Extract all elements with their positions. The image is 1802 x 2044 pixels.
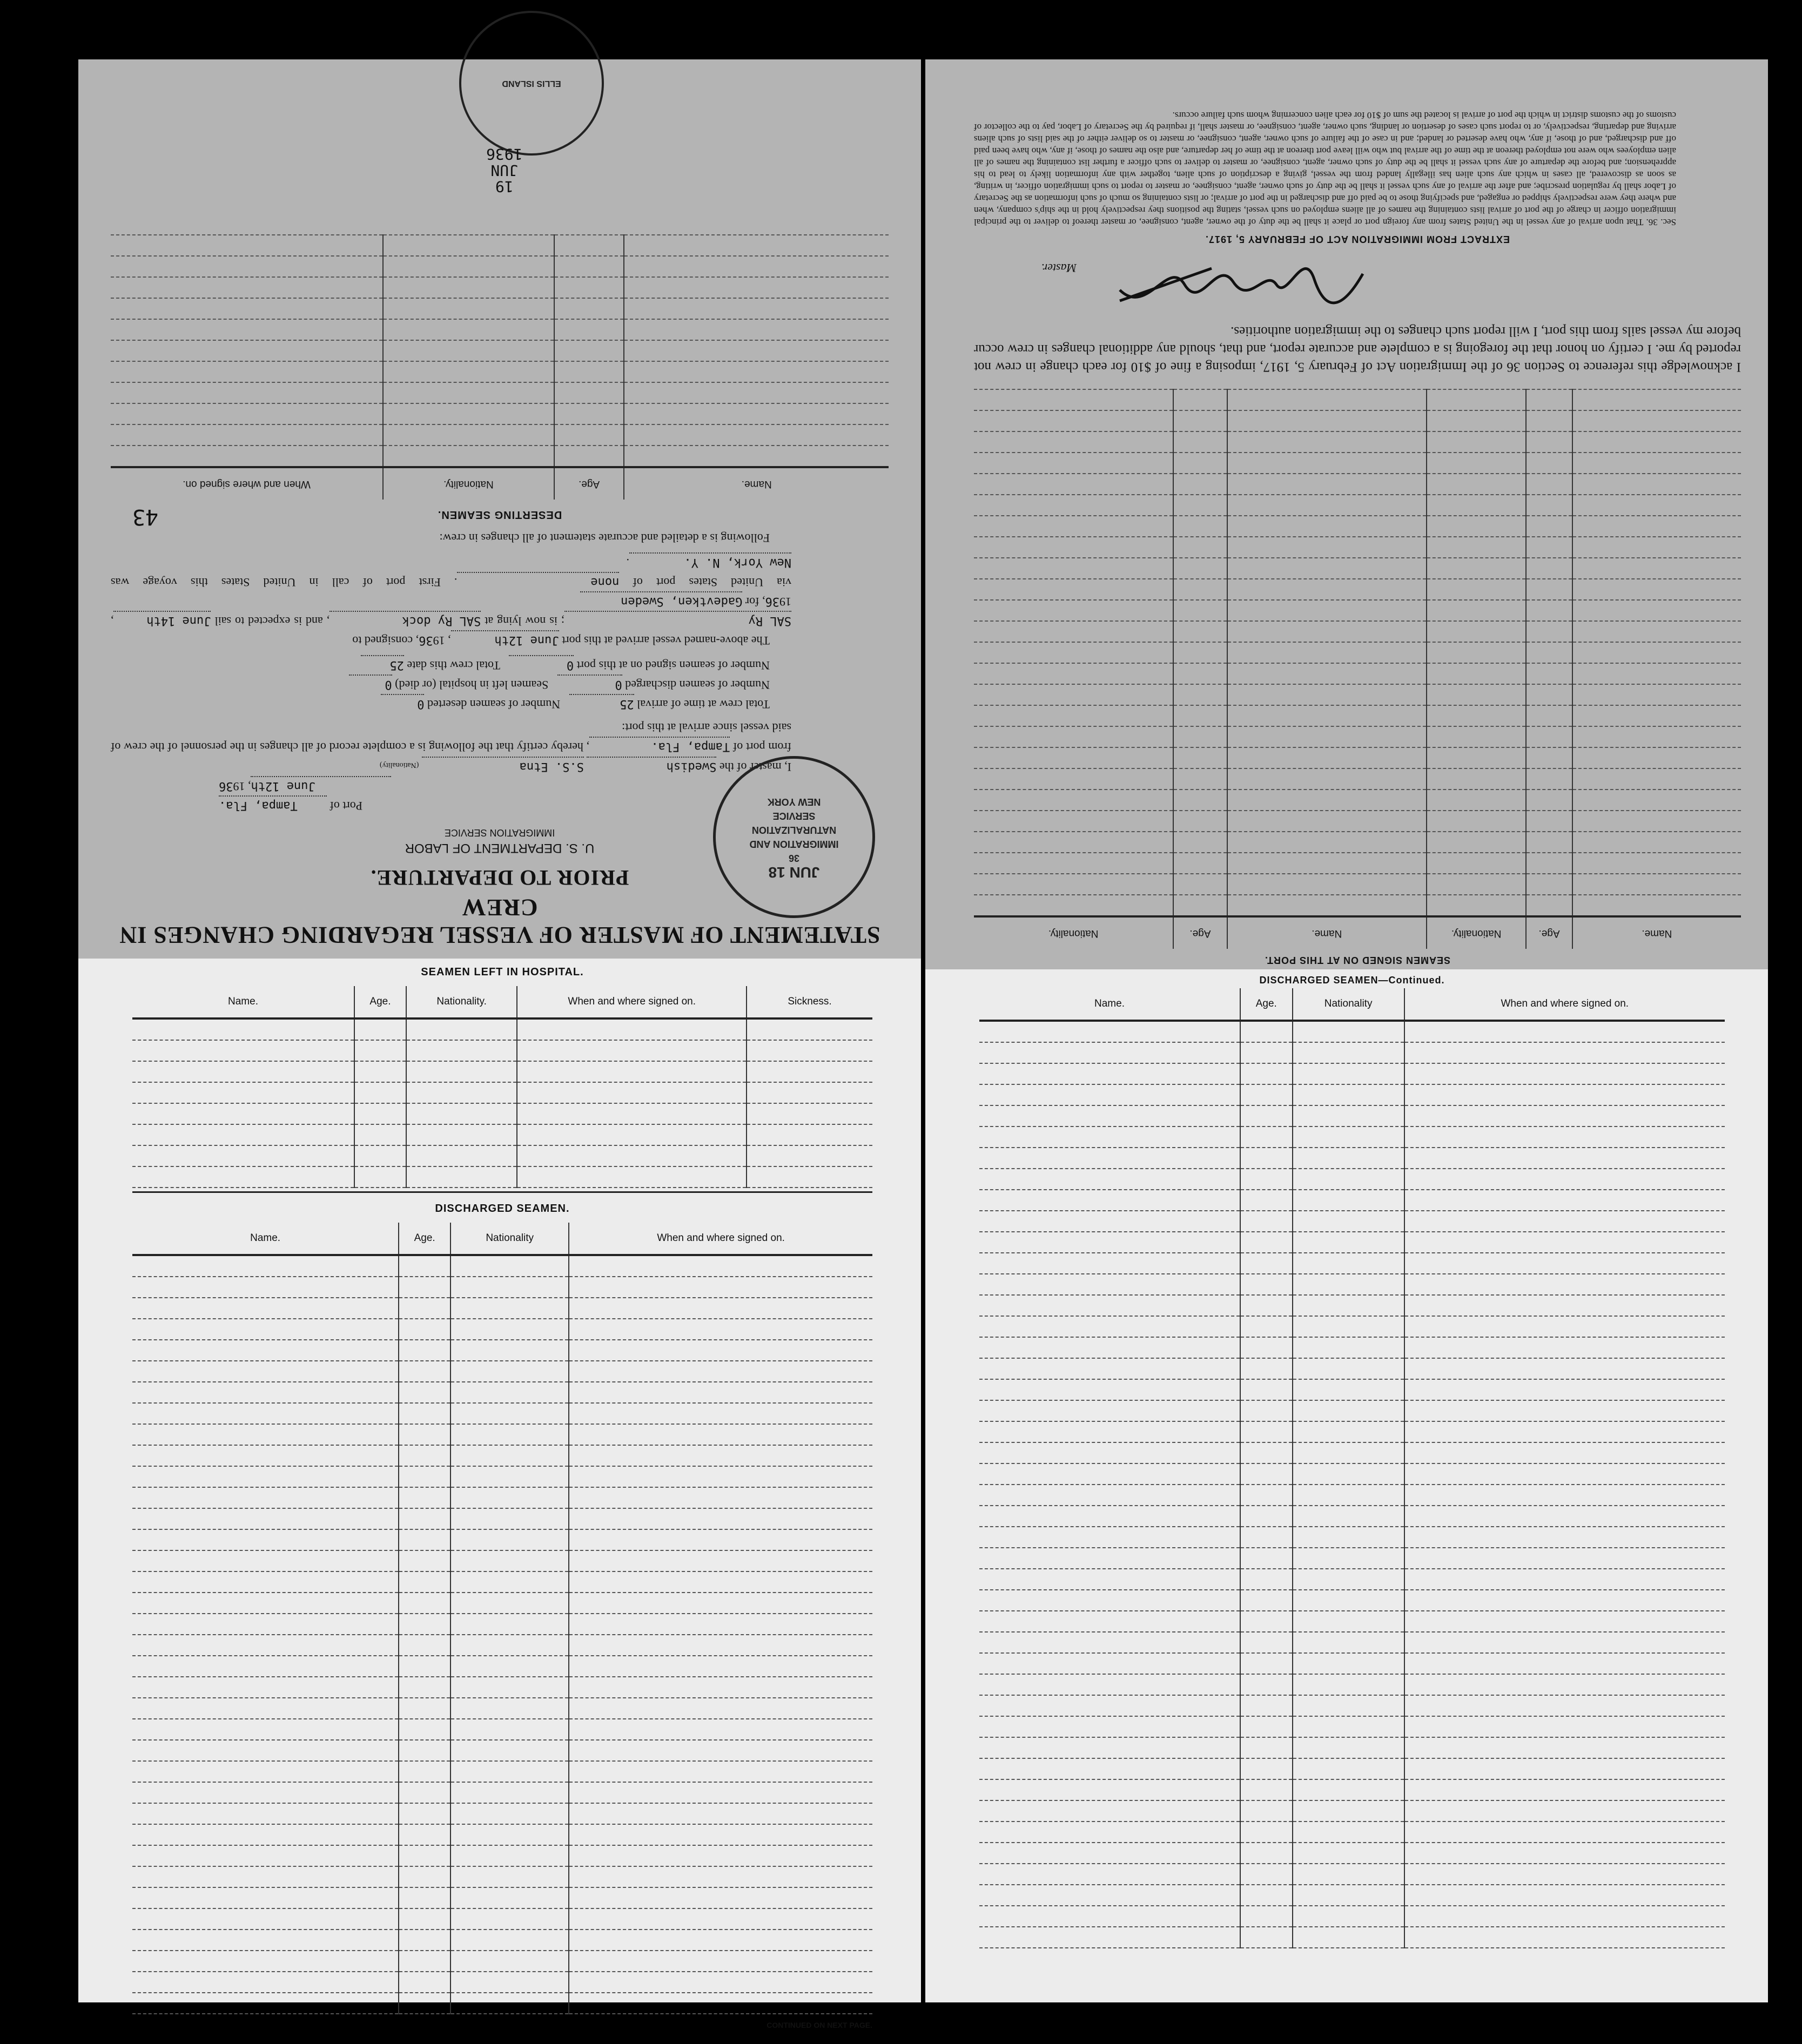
- table-row: [979, 1253, 1725, 1274]
- table-row: [132, 1255, 872, 1277]
- master-label: Master.: [1041, 261, 1077, 275]
- table-row: [979, 1590, 1725, 1611]
- column-header: Name.: [1572, 916, 1741, 949]
- top-left-rotated-content: STATEMENT OF MASTER OF VESSEL REGARDING CHANGES IN CREW PRIOR TO DEPARTURE. U. S. DEPARTMENT OF LABOR IMMIGRATION SERVICE Port of Tampa, Fla. June 12th, 1936 I, master of the Swedish S.S. Etna (Nationality) from port of Tampa, Fla., hereby certify that the following is a complete record of all changes in the personnel of the crew of said vessel since arrival at this port: Total crew at time of arrival 25 Number of seamen deserted 0 Number of seamen discharged 0 Seamen left in hospital (or died) 0 Number of seamen signed on at this port 0 Total crew this date 25 The above-named vessel arrived at this port June 12th, 1936, consigned to SAL Ry; is now lying at SAL Ry dock, and is expected to sail June 14th, 1936, for Gadevtken, Sweden via United States port of none. First port of call in United States this voyage was New York, N. Y.. Following is a detailed and accurate statement of all changes in crew: DESERTING SEAMEN. 43 Name. Age. Nationality. When and where signed on.: [78, 59, 921, 959]
- table-row: [974, 684, 1741, 705]
- table-row: [974, 495, 1741, 516]
- discharged-table: [132, 1223, 872, 2014]
- deserted-value: 0: [381, 694, 424, 713]
- table-row: [132, 1319, 872, 1340]
- table-row: [974, 389, 1741, 410]
- table-row: [974, 853, 1741, 874]
- table-row: [979, 1674, 1725, 1695]
- table-row: [132, 1930, 872, 1951]
- arrived-year-prefix: 19: [433, 634, 445, 647]
- table-row: [979, 1126, 1725, 1148]
- acknowledgement-text: I acknowledge this reference to Section 36 of the Immigration Act of February 5, 1917, imposing a fine of $10 for each change in crew not reported by me. I certify on honor that the foregoing is a complete and accurate report, and that, should any additional changes in crew occur before my vessel sails from this port, I will report such changes to the immigration authorities.: [974, 324, 1741, 374]
- table-row: [979, 1527, 1725, 1548]
- extract-head: EXTRACT FROM IMMIGRATION ACT OF FEBRUARY 5, 1917.: [1205, 234, 1510, 245]
- arrival-stamp-year: 36: [789, 853, 800, 864]
- first-port-value: New York, N. Y.: [629, 552, 791, 571]
- column-header: When and where signed on.: [111, 467, 383, 500]
- table-row: [979, 1695, 1725, 1716]
- arrived-year: 36: [419, 633, 433, 647]
- table-row: [974, 811, 1741, 832]
- column-header: Name.: [132, 986, 354, 1018]
- arrival-stamp-line3: SERVICE: [772, 811, 816, 821]
- table-row: [979, 1716, 1725, 1737]
- table-row: [111, 403, 889, 424]
- ellis-stamp-month: JUN: [490, 161, 519, 179]
- deserted-label: Number of seamen deserted: [427, 698, 561, 711]
- sail-year-prefix: 19: [779, 595, 791, 609]
- column-header: When and where signed on.: [517, 986, 747, 1018]
- table-row: [132, 1040, 872, 1061]
- table-row: [979, 1653, 1725, 1674]
- table-row: [974, 768, 1741, 790]
- table-row: [979, 1800, 1725, 1822]
- seamen-left-in-hospital-head: SEAMEN LEFT IN HOSPITAL.: [421, 966, 584, 978]
- discharged-continued-table: [979, 988, 1725, 1948]
- arrived-text: The above-named vessel arrived at this port: [562, 634, 770, 647]
- signed-on-head: SEAMEN SIGNED ON AT THIS PORT.: [1264, 955, 1451, 966]
- deserting-seamen-table: [111, 234, 889, 500]
- destination-value: Gadevtken, Sweden: [580, 591, 742, 610]
- table-row: [979, 1021, 1725, 1042]
- top-left-sheet: [78, 59, 921, 959]
- table-row: [979, 1148, 1725, 1169]
- column-header: Name.: [132, 1223, 399, 1255]
- statement-title: STATEMENT OF MASTER OF VESSEL REGARDING CHANGES IN CREW: [119, 894, 880, 948]
- from-port-value: Tampa, Fla.: [589, 737, 730, 755]
- table-row: [111, 382, 889, 403]
- top-right-rotated-content: [925, 59, 1768, 971]
- table-row: [974, 663, 1741, 684]
- arrival-stamp-month: JUN 18: [768, 864, 820, 881]
- table-row: [111, 256, 889, 277]
- table-row: [974, 726, 1741, 747]
- table-row: [979, 1927, 1725, 1948]
- hospital-value: 0: [349, 674, 392, 693]
- column-header: Name.: [979, 988, 1240, 1021]
- table-row: [979, 1737, 1725, 1758]
- discharged-label: Number of seamen discharged: [625, 678, 770, 692]
- table-row: [132, 1887, 872, 1908]
- table-row: [132, 1082, 872, 1103]
- ellis-stamp-year: 1936: [486, 145, 523, 163]
- table-row: [979, 1885, 1725, 1906]
- section-36-text: Sec. 36. That upon arrival of any vessel in the United States from any foreign port or place it shall be the duty of the owner, agent, consignee, or master thereof to deliver to the principal immigration officer in charge of the port of arrival lists containing the names of all aliens employed on such vessel, stating the positions they respectively hold in the ship's company, when and where they were respectively shipped or engaged, and specifying those to be paid off and discharged in the port of arrival; or lists containing so much of such information as the Secretary of Labor shall by regulation prescribe; and after the arrival of any such vessel it shall be the duty of such owner, agent, consignee, or master to report to such immigration officer, in writing, as soon as discovered, all cases in which any such alien has illegally landed from the vessel, giving a description of such alien, together with any information likely to lead to his apprehension; and before the departure of any such vessel it shall be the duty of such owner, agent, consignee, or master to deliver to such officer a further list containing the names of all alien employees who were not employed thereon at the time of the arrival but who will leave port thereon at the time of her departure, and also the names of those, if any, who have been paid off and discharged, and of those, if any, who have deserted or landed; and in case of the failure of such owner, agent, consignee, or master to so deliver either of the said lists of such aliens arriving and departing, respectively, or to report such cases of desertion or landing, such owner, agent, consignee, or master shall, if required by the Secretary of Labor, pay to the collector of customs of the customs district in which the port of arrival is located the sum of $10 for each alien concerning whom such failure occurs.: [974, 110, 1676, 227]
- port-prefix: Port of: [330, 799, 362, 813]
- table-row: [979, 1169, 1725, 1190]
- table-row: [132, 1298, 872, 1319]
- vessel-name: S.S. Etna: [422, 757, 584, 775]
- table-row: [132, 1719, 872, 1740]
- table-row: [111, 340, 889, 361]
- column-header: Nationality: [450, 1223, 569, 1255]
- table-row: [979, 1421, 1725, 1442]
- table-row: [974, 474, 1741, 495]
- from-port-prefix: from port of: [732, 740, 791, 754]
- nationality-caption: (Nationality): [380, 761, 419, 769]
- department-label: U. S. DEPARTMENT OF LABOR: [405, 841, 595, 855]
- table-row: [974, 790, 1741, 811]
- crew-arrival-label: Total crew at time of arrival: [637, 698, 770, 711]
- table-row: [132, 1635, 872, 1656]
- table-row: [979, 1084, 1725, 1105]
- port-value: Tampa, Fla.: [219, 795, 327, 814]
- table-row: [132, 1145, 872, 1166]
- lying-text: is now lying at: [485, 615, 557, 628]
- statement-year: 36: [219, 779, 233, 793]
- table-row: [974, 705, 1741, 726]
- sail-date: June 14th: [113, 611, 211, 630]
- table-row: [132, 1340, 872, 1361]
- table-row: [111, 277, 889, 298]
- table-row: [979, 1632, 1725, 1653]
- column-header: Name.: [1227, 916, 1427, 949]
- table-row: [979, 1611, 1725, 1632]
- table-row: [111, 298, 889, 319]
- column-header: Age.: [1526, 916, 1572, 949]
- signed-on-label: Number of seamen signed on at this port: [576, 659, 770, 672]
- discharged-value: 0: [557, 674, 622, 693]
- crew-arrival-value: 25: [569, 694, 634, 713]
- table-row: [979, 1379, 1725, 1400]
- table-row: [111, 446, 889, 467]
- continued-footer: CONTINUED ON NEXT PAGE.: [766, 2021, 872, 2029]
- table-row: [979, 1105, 1725, 1126]
- table-row: [979, 1295, 1725, 1316]
- table-row: [132, 1061, 872, 1082]
- for-text: for: [745, 595, 759, 609]
- table-row: [132, 1656, 872, 1677]
- table-row: [132, 1993, 872, 2014]
- ellis-island-stamp: [459, 11, 604, 156]
- ellis-stamp-day: 19: [495, 178, 514, 195]
- table-row: [979, 1822, 1725, 1843]
- first-port-text: First port of call in United States this voyage was: [110, 576, 441, 589]
- total-crew-date-value: 25: [361, 655, 404, 674]
- table-row: [132, 1487, 872, 1508]
- arrival-stamp-line1: IMMIGRATION AND: [749, 839, 839, 849]
- table-row: [979, 1211, 1725, 1232]
- column-header: Age.: [554, 467, 624, 500]
- table-row: [974, 874, 1741, 895]
- table-row: [132, 1550, 872, 1571]
- column-header: When and where signed on.: [569, 1223, 872, 1255]
- master-signature: [1093, 258, 1374, 322]
- arrival-stamp-line4: NEW YORK: [767, 797, 821, 807]
- lying-at-value: SAL Ry dock: [330, 611, 481, 630]
- table-row: [132, 1677, 872, 1698]
- hospital-label: Seamen left in hospital (or died): [395, 678, 549, 692]
- following-text: Following is a detailed and accurate statement of all changes in crew:: [439, 531, 770, 545]
- table-row: [132, 1508, 872, 1529]
- table-row: [111, 424, 889, 446]
- total-crew-date-label: Total crew this date: [407, 659, 500, 672]
- statement-subtitle: PRIOR TO DEPARTURE.: [370, 866, 629, 890]
- table-row: [111, 319, 889, 340]
- discharged-seamen-head: DISCHARGED SEAMEN.: [435, 1203, 570, 1215]
- table-row: [132, 1698, 872, 1719]
- column-header: When and where signed on.: [1404, 988, 1725, 1021]
- discharged-continued-head: DISCHARGED SEAMEN—Continued.: [1259, 975, 1445, 986]
- table-row: [979, 1274, 1725, 1295]
- column-header: Age.: [1173, 916, 1227, 949]
- column-header: Nationality.: [383, 467, 554, 500]
- table-row: [111, 235, 889, 256]
- column-header: Nationality.: [974, 916, 1173, 949]
- sail-year: 36: [765, 595, 779, 608]
- table-row: [132, 1824, 872, 1845]
- table-row: [979, 1906, 1725, 1927]
- arrival-stamp-line2: NATURALIZATION: [751, 825, 837, 835]
- via-port-value: none: [457, 572, 619, 591]
- column-header: Nationality.: [406, 986, 517, 1018]
- consigned-text: consigned to: [352, 634, 413, 647]
- table-row: [132, 1103, 872, 1124]
- table-row: [132, 1124, 872, 1145]
- table-row: [979, 1442, 1725, 1463]
- table-row: [979, 1548, 1725, 1569]
- signed-on-value: 0: [509, 655, 574, 674]
- year-prefix: 19: [233, 780, 245, 793]
- signed-on-table: [974, 389, 1741, 949]
- via-text: via United States port of: [633, 576, 791, 589]
- arrival-stamp: [713, 756, 875, 918]
- table-row: [979, 1337, 1725, 1358]
- arrived-date: June 12th: [451, 630, 559, 649]
- table-row: [979, 1190, 1725, 1211]
- table-row: [979, 1485, 1725, 1506]
- consignee-value: SAL Ry: [564, 611, 791, 630]
- table-row: [979, 1358, 1725, 1379]
- ellis-stamp-date: [486, 146, 522, 194]
- column-header: Age.: [399, 1223, 450, 1255]
- ellis-stamp-text: ELLIS ISLAND: [502, 79, 561, 88]
- table-row: [979, 1843, 1725, 1864]
- table-row: [132, 1614, 872, 1635]
- statement-date: June 12th: [251, 776, 392, 795]
- column-header: Age.: [354, 986, 406, 1018]
- master-prefix: I, master of the: [719, 760, 791, 774]
- table-row: [974, 895, 1741, 916]
- table-row: [979, 1063, 1725, 1084]
- table-row: [132, 1761, 872, 1782]
- column-header: Nationality.: [1427, 916, 1527, 949]
- top-right-sheet: [925, 59, 1768, 971]
- table-row: [974, 579, 1741, 600]
- table-row: [132, 1782, 872, 1803]
- table-row: [132, 1593, 872, 1614]
- table-row: [974, 431, 1741, 453]
- column-header: Age.: [1240, 988, 1293, 1021]
- table-row: [132, 1529, 872, 1550]
- bottom-left-sheet: [78, 959, 921, 2029]
- table-row: [132, 1403, 872, 1424]
- table-row: [979, 1463, 1725, 1485]
- certify-text: hereby certify that the following is a complete record of all changes in the personnel of the crew of said vessel since arrival at this port:: [110, 721, 791, 754]
- table-row: [132, 1866, 872, 1887]
- table-row: [132, 1571, 872, 1593]
- deserting-count: 43: [132, 504, 159, 529]
- column-header: Sickness.: [747, 986, 872, 1018]
- table-row: [132, 1951, 872, 1972]
- table-row: [132, 1845, 872, 1866]
- table-row: [974, 832, 1741, 853]
- table-row: [132, 1445, 872, 1466]
- table-row: [979, 1232, 1725, 1253]
- table-row: [974, 516, 1741, 537]
- table-row: [132, 1972, 872, 1993]
- hospital-table: [132, 986, 872, 1188]
- table-row: [979, 1864, 1725, 1885]
- table-row: [132, 1277, 872, 1298]
- column-header: Nationality: [1293, 988, 1404, 1021]
- table-row: [979, 1506, 1725, 1527]
- column-header: Name.: [624, 467, 889, 500]
- table-row: [132, 1424, 872, 1445]
- table-row: [974, 747, 1741, 768]
- table-row: [974, 642, 1741, 663]
- table-row: [979, 1569, 1725, 1590]
- table-row: [132, 1361, 872, 1382]
- table-row: [111, 361, 889, 382]
- service-label: IMMIGRATION SERVICE: [444, 827, 555, 838]
- nationality-value: Swedish: [587, 757, 716, 775]
- table-row: [132, 1466, 872, 1487]
- bottom-right-sheet: [925, 969, 1768, 2002]
- table-row: [974, 453, 1741, 474]
- table-row: [979, 1316, 1725, 1337]
- table-row: [132, 1908, 872, 1930]
- table-row: [132, 1740, 872, 1761]
- table-row: [132, 1166, 872, 1188]
- table-row: [979, 1400, 1725, 1421]
- deserting-seamen-head: DESERTING SEAMEN.: [437, 509, 562, 521]
- table-row: [979, 1042, 1725, 1063]
- expected-text: and is expected to sail: [214, 615, 323, 628]
- table-row: [974, 410, 1741, 431]
- table-row: [979, 1758, 1725, 1779]
- table-row: [132, 1803, 872, 1824]
- table-row: [979, 1779, 1725, 1800]
- table-row: [974, 600, 1741, 621]
- table-row: [974, 621, 1741, 642]
- table-row: [974, 558, 1741, 579]
- table-row: [132, 1382, 872, 1403]
- table-row: [974, 537, 1741, 558]
- table-row: [132, 1018, 872, 1040]
